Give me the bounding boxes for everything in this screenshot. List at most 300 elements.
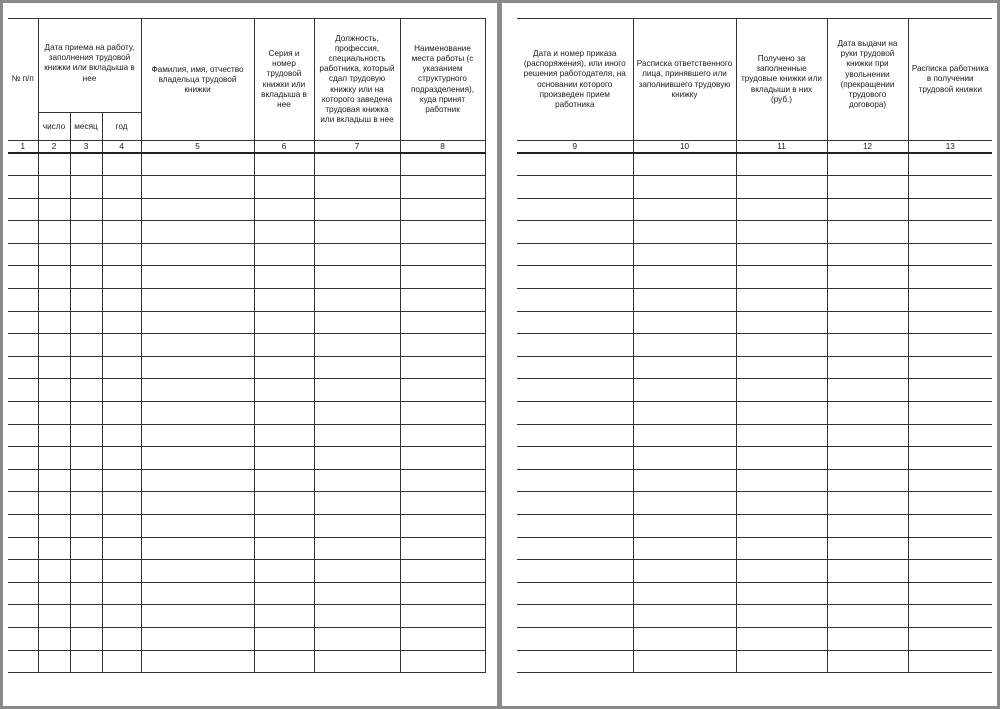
table-cell[interactable] [517,492,633,515]
table-cell[interactable] [254,311,314,334]
table-cell[interactable] [400,447,485,470]
table-cell[interactable] [141,627,254,650]
table-cell[interactable] [400,356,485,379]
table-cell[interactable] [102,537,141,560]
table-cell[interactable] [8,198,38,221]
table-cell[interactable] [827,560,908,583]
table-cell[interactable] [827,402,908,425]
table-cell[interactable] [908,582,992,605]
table-cell[interactable] [517,221,633,244]
table-cell[interactable] [102,560,141,583]
table-cell[interactable] [908,402,992,425]
table-cell[interactable] [38,356,70,379]
table-cell[interactable] [141,492,254,515]
table-cell[interactable] [736,515,827,538]
table-cell[interactable] [38,402,70,425]
table-cell[interactable] [254,379,314,402]
table-cell[interactable] [517,243,633,266]
table-cell[interactable] [70,515,102,538]
table-cell[interactable] [736,402,827,425]
table-cell[interactable] [517,198,633,221]
table-cell[interactable] [70,560,102,583]
table-cell[interactable] [400,379,485,402]
table-cell[interactable] [38,379,70,402]
table-cell[interactable] [141,605,254,628]
table-cell[interactable] [8,356,38,379]
table-cell[interactable] [517,650,633,673]
table-cell[interactable] [908,198,992,221]
table-cell[interactable] [141,266,254,289]
table-cell[interactable] [8,334,38,357]
table-cell[interactable] [8,289,38,312]
table-cell[interactable] [314,266,400,289]
table-cell[interactable] [908,447,992,470]
table-cell[interactable] [70,289,102,312]
table-cell[interactable] [254,243,314,266]
table-cell[interactable] [736,627,827,650]
table-cell[interactable] [254,469,314,492]
table-cell[interactable] [400,153,485,176]
table-cell[interactable] [102,515,141,538]
table-cell[interactable] [400,605,485,628]
table-cell[interactable] [254,447,314,470]
table-cell[interactable] [254,515,314,538]
table-cell[interactable] [908,537,992,560]
table-cell[interactable] [102,469,141,492]
table-cell[interactable] [736,221,827,244]
table-cell[interactable] [736,582,827,605]
table-cell[interactable] [517,311,633,334]
table-cell[interactable] [827,289,908,312]
table-cell[interactable] [827,582,908,605]
table-cell[interactable] [736,560,827,583]
table-cell[interactable] [314,447,400,470]
table-cell[interactable] [38,560,70,583]
table-cell[interactable] [400,311,485,334]
table-cell[interactable] [38,469,70,492]
table-cell[interactable] [70,469,102,492]
table-cell[interactable] [102,379,141,402]
table-cell[interactable] [70,311,102,334]
table-cell[interactable] [400,243,485,266]
table-cell[interactable] [314,153,400,176]
table-cell[interactable] [517,627,633,650]
table-cell[interactable] [314,221,400,244]
table-cell[interactable] [8,605,38,628]
table-cell[interactable] [400,424,485,447]
table-cell[interactable] [633,424,736,447]
table-cell[interactable] [70,198,102,221]
table-cell[interactable] [400,560,485,583]
table-cell[interactable] [70,266,102,289]
table-cell[interactable] [102,605,141,628]
table-cell[interactable] [517,447,633,470]
table-cell[interactable] [38,311,70,334]
table-cell[interactable] [517,266,633,289]
table-cell[interactable] [8,560,38,583]
table-cell[interactable] [102,582,141,605]
table-cell[interactable] [633,492,736,515]
table-cell[interactable] [254,221,314,244]
table-cell[interactable] [633,266,736,289]
table-cell[interactable] [908,379,992,402]
table-cell[interactable] [633,582,736,605]
table-cell[interactable] [8,537,38,560]
table-cell[interactable] [70,492,102,515]
table-cell[interactable] [38,627,70,650]
table-cell[interactable] [141,356,254,379]
table-cell[interactable] [8,627,38,650]
table-cell[interactable] [633,447,736,470]
table-cell[interactable] [70,356,102,379]
table-cell[interactable] [827,153,908,176]
table-cell[interactable] [38,334,70,357]
table-cell[interactable] [827,469,908,492]
table-cell[interactable] [908,605,992,628]
table-cell[interactable] [827,221,908,244]
table-cell[interactable] [908,560,992,583]
table-cell[interactable] [517,515,633,538]
table-cell[interactable] [38,176,70,199]
table-cell[interactable] [141,447,254,470]
table-cell[interactable] [736,243,827,266]
table-cell[interactable] [38,243,70,266]
table-cell[interactable] [827,492,908,515]
table-cell[interactable] [102,492,141,515]
table-cell[interactable] [633,605,736,628]
table-cell[interactable] [736,289,827,312]
table-cell[interactable] [102,289,141,312]
table-cell[interactable] [736,492,827,515]
table-cell[interactable] [70,537,102,560]
table-cell[interactable] [908,424,992,447]
table-cell[interactable] [400,198,485,221]
table-cell[interactable] [633,515,736,538]
table-cell[interactable] [314,627,400,650]
table-cell[interactable] [8,447,38,470]
table-cell[interactable] [736,447,827,470]
table-cell[interactable] [70,176,102,199]
table-cell[interactable] [70,379,102,402]
table-cell[interactable] [633,198,736,221]
table-cell[interactable] [827,537,908,560]
table-cell[interactable] [314,311,400,334]
table-cell[interactable] [314,560,400,583]
table-cell[interactable] [736,311,827,334]
table-cell[interactable] [102,198,141,221]
table-cell[interactable] [633,221,736,244]
table-cell[interactable] [736,424,827,447]
table-cell[interactable] [633,153,736,176]
table-cell[interactable] [633,334,736,357]
table-cell[interactable] [908,311,992,334]
table-cell[interactable] [254,153,314,176]
table-cell[interactable] [8,515,38,538]
table-cell[interactable] [314,469,400,492]
table-cell[interactable] [736,334,827,357]
table-cell[interactable] [633,650,736,673]
table-cell[interactable] [908,356,992,379]
table-cell[interactable] [400,650,485,673]
table-cell[interactable] [141,582,254,605]
table-cell[interactable] [102,402,141,425]
table-cell[interactable] [633,469,736,492]
table-cell[interactable] [633,627,736,650]
table-cell[interactable] [400,289,485,312]
table-cell[interactable] [254,560,314,583]
table-cell[interactable] [908,650,992,673]
table-cell[interactable] [827,243,908,266]
table-cell[interactable] [102,311,141,334]
table-cell[interactable] [8,424,38,447]
table-cell[interactable] [633,356,736,379]
table-cell[interactable] [102,221,141,244]
table-cell[interactable] [827,515,908,538]
table-cell[interactable] [38,289,70,312]
table-cell[interactable] [8,243,38,266]
table-cell[interactable] [8,379,38,402]
table-cell[interactable] [314,492,400,515]
table-cell[interactable] [254,334,314,357]
table-cell[interactable] [517,356,633,379]
table-cell[interactable] [827,605,908,628]
table-cell[interactable] [633,402,736,425]
table-cell[interactable] [102,243,141,266]
table-cell[interactable] [633,243,736,266]
table-cell[interactable] [827,198,908,221]
table-cell[interactable] [908,515,992,538]
table-cell[interactable] [400,627,485,650]
table-cell[interactable] [400,515,485,538]
table-cell[interactable] [314,424,400,447]
table-cell[interactable] [314,176,400,199]
table-cell[interactable] [736,379,827,402]
table-cell[interactable] [141,311,254,334]
table-cell[interactable] [736,537,827,560]
table-cell[interactable] [38,221,70,244]
table-cell[interactable] [314,198,400,221]
table-cell[interactable] [141,560,254,583]
table-cell[interactable] [141,650,254,673]
table-cell[interactable] [827,334,908,357]
table-cell[interactable] [70,243,102,266]
table-cell[interactable] [400,334,485,357]
table-cell[interactable] [70,402,102,425]
table-cell[interactable] [314,537,400,560]
table-cell[interactable] [254,492,314,515]
table-cell[interactable] [517,424,633,447]
table-cell[interactable] [827,311,908,334]
table-cell[interactable] [254,627,314,650]
table-cell[interactable] [908,492,992,515]
table-cell[interactable] [314,379,400,402]
table-cell[interactable] [254,582,314,605]
table-cell[interactable] [254,356,314,379]
table-cell[interactable] [517,334,633,357]
table-cell[interactable] [908,627,992,650]
table-cell[interactable] [102,447,141,470]
table-cell[interactable] [8,153,38,176]
table-cell[interactable] [633,289,736,312]
table-row [517,537,992,560]
table-cell[interactable] [141,334,254,357]
table-cell[interactable] [517,560,633,583]
table-cell[interactable] [908,243,992,266]
table-cell[interactable] [38,605,70,628]
table-cell[interactable] [141,289,254,312]
table-cell[interactable] [827,447,908,470]
table-cell[interactable] [38,153,70,176]
table-cell[interactable] [400,469,485,492]
table-cell[interactable] [102,356,141,379]
table-cell[interactable] [70,627,102,650]
table-cell[interactable] [517,379,633,402]
table-cell[interactable] [400,537,485,560]
table-cell[interactable] [141,402,254,425]
table-cell[interactable] [102,334,141,357]
table-cell[interactable] [102,266,141,289]
table-cell[interactable] [736,153,827,176]
table-cell[interactable] [254,424,314,447]
table-cell[interactable] [141,198,254,221]
table-cell[interactable] [141,153,254,176]
table-cell[interactable] [38,650,70,673]
table-cell[interactable] [38,537,70,560]
table-cell[interactable] [141,176,254,199]
table-cell[interactable] [314,515,400,538]
table-cell[interactable] [517,402,633,425]
table-cell[interactable] [254,537,314,560]
table-cell[interactable] [8,311,38,334]
table-cell[interactable] [8,582,38,605]
table-cell[interactable] [736,650,827,673]
table-cell[interactable] [102,153,141,176]
table-cell[interactable] [141,469,254,492]
table-cell[interactable] [827,176,908,199]
table-cell[interactable] [736,198,827,221]
table-cell[interactable] [8,176,38,199]
table-cell[interactable] [38,582,70,605]
table-cell[interactable] [400,582,485,605]
table-cell[interactable] [38,515,70,538]
table-cell[interactable] [8,266,38,289]
table-cell[interactable] [38,266,70,289]
table-cell[interactable] [141,243,254,266]
table-cell[interactable] [633,379,736,402]
table-cell[interactable] [8,402,38,425]
table-cell[interactable] [400,221,485,244]
table-cell[interactable] [908,153,992,176]
table-cell[interactable] [908,176,992,199]
table-cell[interactable] [70,582,102,605]
table-cell[interactable] [38,447,70,470]
table-cell[interactable] [254,289,314,312]
table-cell[interactable] [517,537,633,560]
table-cell[interactable] [314,650,400,673]
table-cell[interactable] [102,627,141,650]
table-cell[interactable] [908,289,992,312]
table-cell[interactable] [38,198,70,221]
table-cell[interactable] [70,334,102,357]
table-cell[interactable] [400,266,485,289]
table-cell[interactable] [736,266,827,289]
table-cell[interactable] [633,311,736,334]
table-cell[interactable] [102,176,141,199]
table-cell[interactable] [314,334,400,357]
table-cell[interactable] [102,650,141,673]
table-cell[interactable] [8,650,38,673]
table-cell[interactable] [314,289,400,312]
table-cell[interactable] [141,515,254,538]
table-cell[interactable] [314,582,400,605]
table-cell[interactable] [314,243,400,266]
table-cell[interactable] [827,650,908,673]
table-cell[interactable] [141,221,254,244]
table-cell[interactable] [827,627,908,650]
table-cell[interactable] [736,356,827,379]
table-cell[interactable] [633,560,736,583]
table-cell[interactable] [736,469,827,492]
table-cell[interactable] [70,153,102,176]
table-cell[interactable] [400,402,485,425]
table-cell[interactable] [736,605,827,628]
table-cell[interactable] [827,424,908,447]
table-cell[interactable] [908,266,992,289]
table-cell[interactable] [254,266,314,289]
table-cell[interactable] [70,424,102,447]
table-cell[interactable] [400,492,485,515]
table-cell[interactable] [254,605,314,628]
table-cell[interactable] [517,582,633,605]
table-cell[interactable] [400,176,485,199]
table-cell[interactable] [38,492,70,515]
table-cell[interactable] [517,469,633,492]
table-cell[interactable] [633,537,736,560]
table-cell[interactable] [314,605,400,628]
table-cell[interactable] [38,424,70,447]
table-cell[interactable] [827,266,908,289]
table-cell[interactable] [70,650,102,673]
table-cell[interactable] [827,379,908,402]
table-cell[interactable] [141,379,254,402]
table-cell[interactable] [8,469,38,492]
table-cell[interactable] [8,221,38,244]
table-cell[interactable] [70,447,102,470]
table-cell[interactable] [314,402,400,425]
table-cell[interactable] [141,424,254,447]
table-cell[interactable] [517,605,633,628]
table-cell[interactable] [827,356,908,379]
table-cell[interactable] [254,650,314,673]
table-cell[interactable] [736,176,827,199]
table-cell[interactable] [517,289,633,312]
table-cell[interactable] [908,221,992,244]
table-cell[interactable] [70,605,102,628]
table-cell[interactable] [517,176,633,199]
table-cell[interactable] [8,492,38,515]
table-cell[interactable] [908,469,992,492]
table-cell[interactable] [908,334,992,357]
table-cell[interactable] [517,153,633,176]
table-cell[interactable] [254,198,314,221]
table-cell[interactable] [102,424,141,447]
table-cell[interactable] [254,176,314,199]
table-cell[interactable] [633,176,736,199]
table-cell[interactable] [141,537,254,560]
table-cell[interactable] [254,402,314,425]
table-cell[interactable] [70,221,102,244]
table-cell[interactable] [314,356,400,379]
